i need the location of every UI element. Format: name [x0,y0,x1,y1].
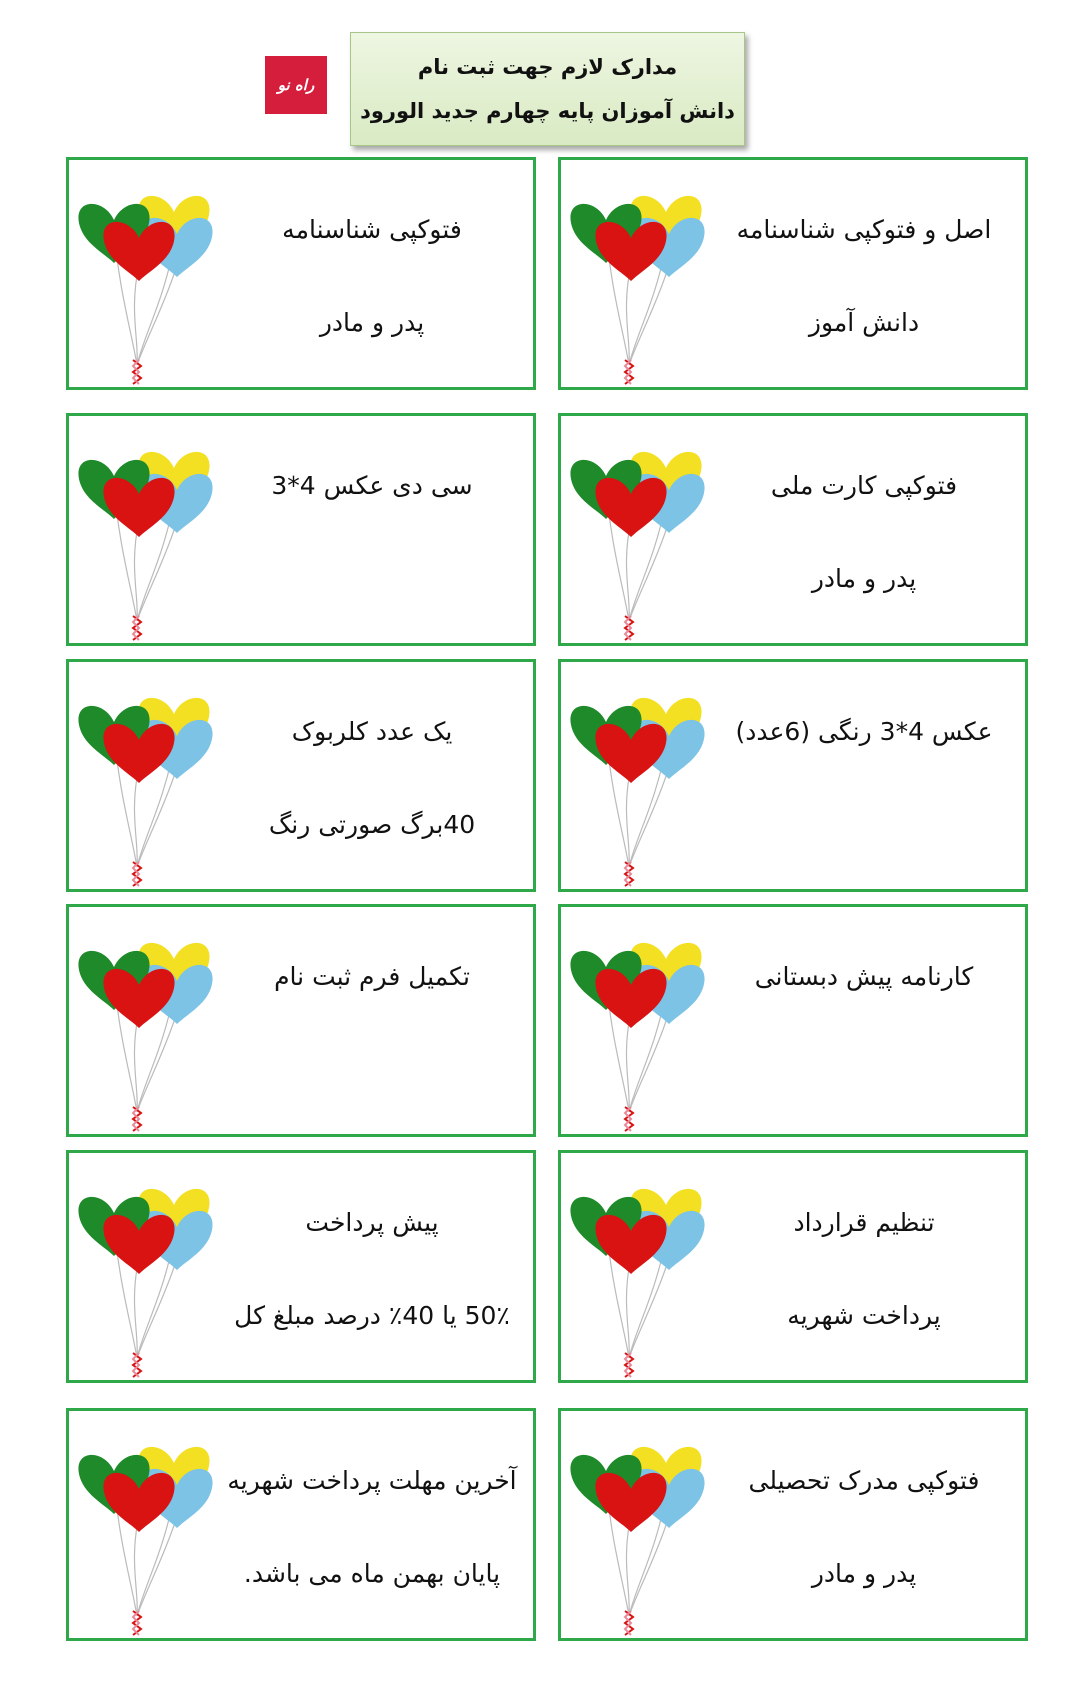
requirement-text [711,416,1017,643]
requirement-line2: پدر و مادر [319,308,425,337]
requirement-line1: فتوکپی کارت ملی [770,471,958,500]
requirement-line1: تکمیل فرم ثبت نام [274,962,470,991]
heart-balloons-icon [69,1153,219,1383]
requirement-text [711,160,1017,387]
requirement-text [219,416,525,643]
requirement-line1: اصل و فتوکپی شناسنامه [736,215,992,244]
requirement-line2: پرداخت شهریه [787,1301,941,1330]
requirement-line1: تنظیم قرارداد [793,1208,935,1237]
requirement-line1: عکس 4*3 رنگی (6عدد) [735,717,993,746]
requirement-card [558,1408,1028,1641]
requirement-text [219,1153,525,1380]
heart-balloons-icon [561,416,711,646]
requirement-card [66,659,536,892]
requirement-line2: 40برگ صورتی رنگ [268,810,476,839]
requirement-line1: کارنامه پیش دبستانی [754,962,974,991]
heart-balloons-icon [69,1411,219,1641]
logo [265,56,327,114]
requirement-text [219,160,525,387]
heart-balloons-icon [561,1153,711,1383]
requirement-card [558,1150,1028,1383]
page-title-line2: دانش آموزان پایه چهارم جدید الورود [360,99,735,123]
requirement-text [219,1411,525,1638]
heart-balloons-icon [561,662,711,892]
requirement-card [66,1150,536,1383]
requirement-text [219,662,525,889]
heart-balloons-icon [69,907,219,1137]
requirement-text [711,1153,1017,1380]
requirement-line1: فتوکپی شناسنامه [282,215,462,244]
requirement-card [558,904,1028,1137]
requirement-text [219,907,525,1134]
requirement-line1: فتوکپی مدرک تحصیلی [748,1466,980,1495]
heart-balloons-icon [561,160,711,390]
requirement-line2: پایان بهمن ماه می باشد. [243,1559,501,1588]
requirement-line2: پدر و مادر [811,1559,917,1588]
requirement-text [711,1411,1017,1638]
heart-balloons-icon [69,416,219,646]
requirement-line1: پیش پرداخت [305,1208,439,1237]
requirement-card [558,659,1028,892]
requirement-line1: یک عدد کلربوک [291,717,453,746]
page-title-box [350,32,745,146]
requirement-text [711,662,1017,889]
requirement-card [66,413,536,646]
requirement-line2: پدر و مادر [811,564,917,593]
heart-balloons-icon [561,1411,711,1641]
requirement-line2: 50٪ یا 40٪ درصد مبلغ کل [234,1301,510,1330]
logo-text: راه نو [277,76,315,94]
heart-balloons-icon [561,907,711,1137]
requirement-card [558,157,1028,390]
requirement-card [66,904,536,1137]
requirement-line2: دانش آموز [808,308,920,337]
requirement-line1: آخرین مهلت پرداخت شهریه [227,1466,517,1495]
requirement-card [558,413,1028,646]
heart-balloons-icon [69,662,219,892]
requirement-card [66,157,536,390]
requirement-text [711,907,1017,1134]
requirement-card [66,1408,536,1641]
requirement-line1: سی دی عکس 4*3 [271,471,473,500]
page-title-line1: مدارک لازم جهت ثبت نام [417,55,678,79]
heart-balloons-icon [69,160,219,390]
